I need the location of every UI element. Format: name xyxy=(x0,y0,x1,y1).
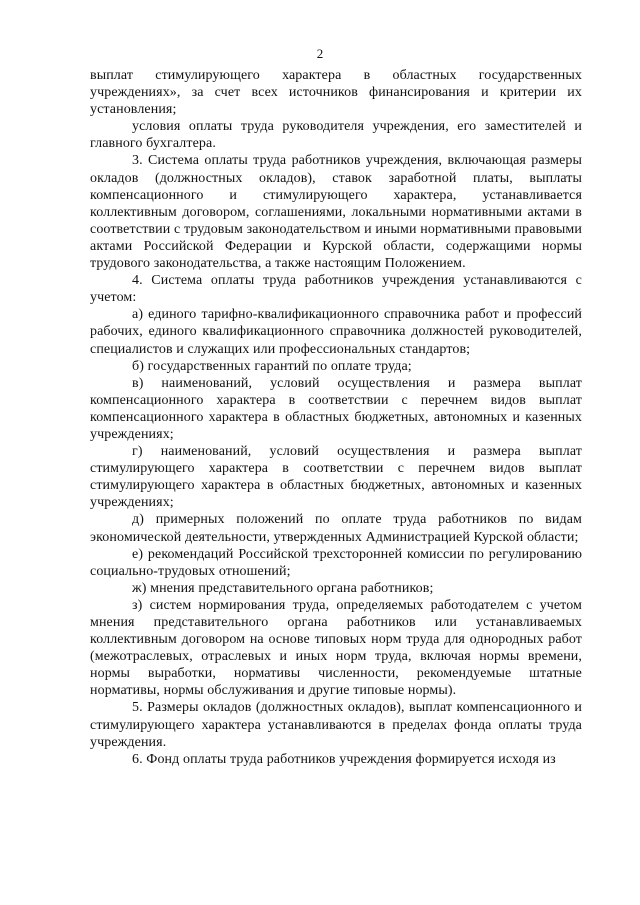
list-item: ж) мнения представительного органа работников; xyxy=(132,580,434,596)
list-item: г) наименований, условий осуществления и размера выплат стимулирующего характера в соответствии с перечнем видов выплат стимулирующего характера в областных бюджетных, автономных и казенных учреждениях; xyxy=(90,444,582,511)
paragraph: 6. Фонд оплаты труда работников учреждения формируется исходя из xyxy=(132,751,556,767)
list-item: в) наименований, условий осуществления и размера выплат компенсационного характера в соответствии с перечнем видов выплат компенсационного характера в областных бюджетных, автономных и казенных учреждениях; xyxy=(90,375,582,442)
list-item: д) примерных положений по оплате труда работников по видам экономической деятельности, утвержденных Администрацией Курской области; xyxy=(90,512,582,545)
paragraph: условия оплаты труда руководителя учреждения, его заместителей и главного бухгалтера. xyxy=(90,119,582,152)
list-item: а) единого тарифно-квалификационного справочника работ и профессий рабочих, единого квалификационного справочника должностей руководителей, специалистов и служащих или профессиональных стандартов; xyxy=(90,307,582,357)
paragraph: выплат стимулирующего характера в областных государственных учреждениях», за счет всех источников финансирования и критерии их установления; xyxy=(90,68,582,118)
list-item: з) систем нормирования труда, определяемых работодателем с учетом мнения представительного органа работников или устанавливаемых коллективным договором на основе типовых норм труда для однородных работ (межотраслевых, отраслевых и иных норм труда, включая нормы времени, нормы выработки, нормативы численности, рекомендуемые штатные нормативы, нормы обслуживания и другие типовые нормы). xyxy=(90,597,582,699)
list-item: е) рекомендаций Российской трехсторонней комиссии по регулированию социально-трудовых отношений; xyxy=(90,546,582,579)
paragraph: 5. Размеры окладов (должностных окладов), выплат компенсационного и стимулирующего характера устанавливаются в пределах фонда оплаты труда учреждения. xyxy=(90,700,582,750)
list-item: б) государственных гарантий по оплате труда; xyxy=(132,358,412,374)
paragraph: 3. Система оплаты труда работников учреждения, включающая размеры окладов (должностных окладов), ставок заработной платы, выплаты компенсационного и стимулирующего характера, устанавливается коллективным договором, соглашениями, локальными нормативными актами в соответствии с трудовым законодательством и иными нормативными правовыми актами Российской Федерации и Курской области, содержащими нормы трудового законодательства, а также настоящим Положением. xyxy=(90,153,582,272)
page-number: 2 xyxy=(316,46,324,61)
paragraph: 4. Система оплаты труда работников учреждения устанавливаются с учетом: xyxy=(90,273,582,306)
document-body xyxy=(90,67,582,768)
